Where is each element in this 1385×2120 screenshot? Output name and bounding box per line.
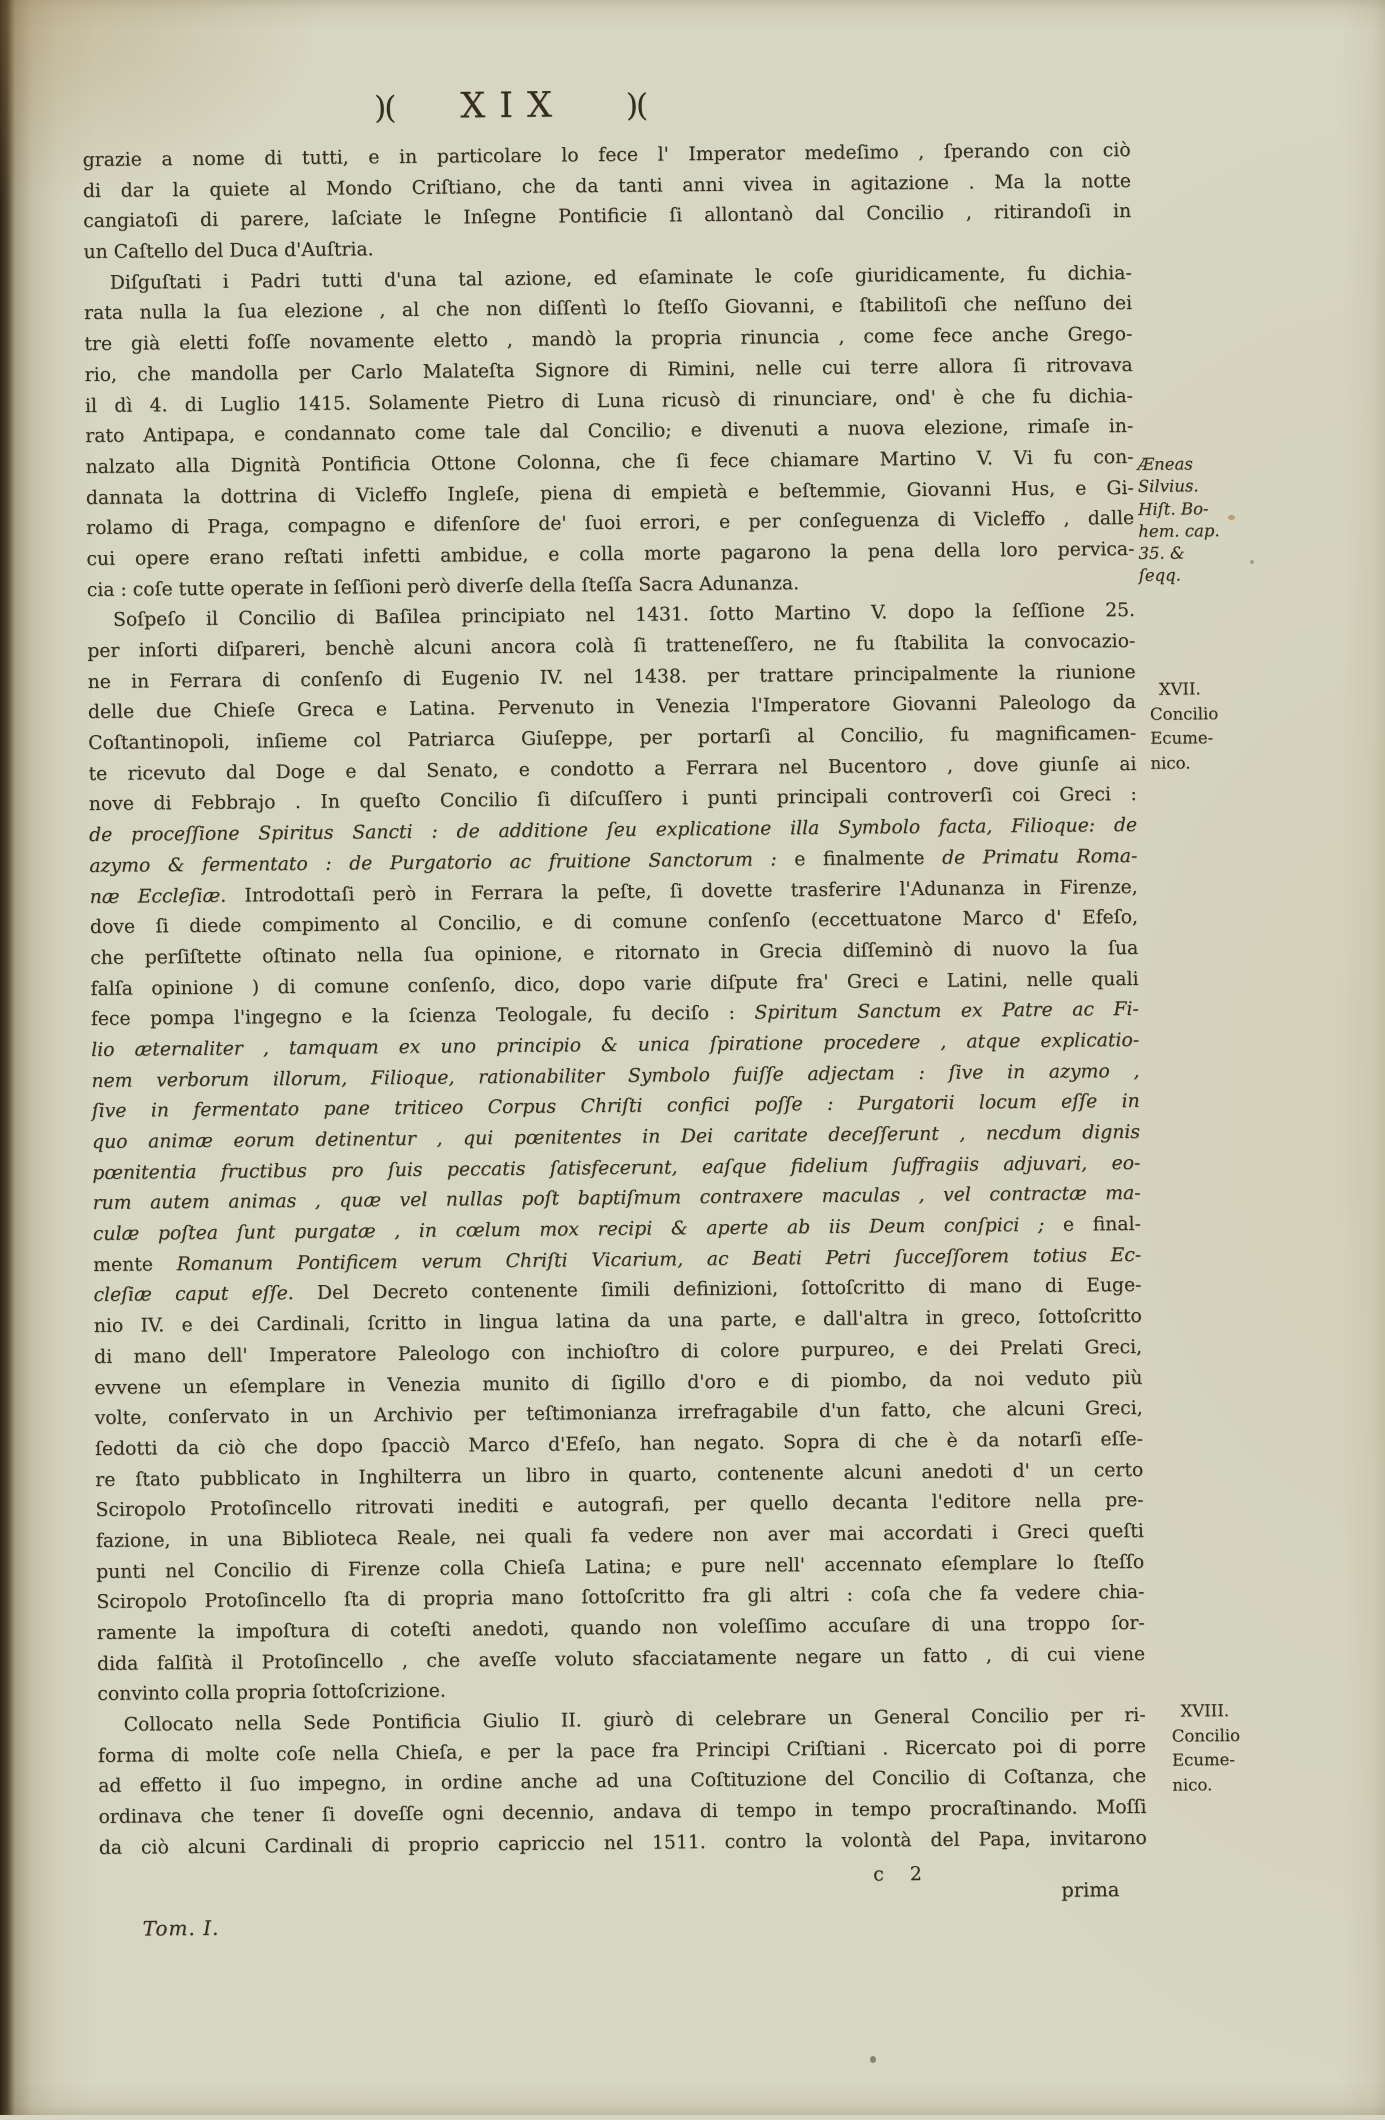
text-segment: fazione, in una Biblioteca Reale, nei quali fa vedere non aver mai accordati i Greci queſti [95, 1520, 1144, 1552]
text-segment: te ricevuto dal Doge e dal Senato, e condotto a Ferrara nel Bucentoro , dove giunſe ai [88, 753, 1137, 785]
text-segment: evvene un eſemplare in Venezia munito di ſigillo d'oro e di piombo, da noi veduto più [94, 1367, 1143, 1399]
text-segment: Soſpeſo il Concilio di Baſilea principiato nel 1431. ſotto Martino V. dopo la ſeſſione 25. [112, 600, 1136, 632]
text-segment: Diſguſtati i Padri tutti d'una tal azione, ed eſaminate le coſe giuridicamente, fu dichia- [109, 262, 1132, 294]
text-segment: Coſtantinopoli, inſieme col Patriarca Giuſeppe, per portarſi al Concilio, fu magnificamen- [88, 722, 1137, 755]
text-segment: delle due Chieſe Greca e Latina. Pervenuto in Venezia l'Imperatore Giovanni Paleologo da [87, 692, 1136, 724]
margin-note-citation [1138, 453, 1269, 588]
text-segment: cui opere erano reſtati infetti ambidue, e colla morte pagarono la pena della loro pervica- [86, 538, 1135, 570]
text-segment: forma di molte coſe nella Chieſa, e per la pace fra Principi Criſtiani . Ricercato poi di porre [97, 1735, 1147, 1767]
margin-note-line: Silvius. [1137, 476, 1199, 497]
text-segment: ad effetto il ſuo impegno, in ordine anche ad una Coſtituzione del Concilio di Coſtanza, che [98, 1766, 1147, 1798]
header-left-ornament: )( [373, 90, 395, 127]
latin-italic-segment: de proceſſione Spiritus Sancti : de additione ſeu explicatione illa Symbolo facta, Filioque: de [89, 815, 1138, 847]
text-segment: Sciropolo Protoſincello ſta di propria mano ſottoſcritto fra gli altri : coſa che fa vedere chia- [96, 1582, 1145, 1614]
margin-note-line: nico. [1172, 1774, 1213, 1795]
text-segment: nio IV. e dei Cardinali, ſcritto in lingua latina da una parte, e dall'altra in greco, ſottoſcritto [93, 1306, 1142, 1338]
text-segment: nalzato alla Dignità Pontificia Ottone Colonna, che ſi fece chiamare Martino V. Vi fu con- [85, 446, 1134, 478]
text-segment: di dar la quiete al Mondo Criſtiano, che da tanti anni vivea in agitazione . Ma la notte [82, 170, 1131, 202]
latin-italic-segment: Romanum Pontificem verum Chriſti Vicarium, ac Beati Petri ſucceſſorem totius Ec- [176, 1244, 1142, 1275]
margin-note-line: Hiſt. Bo- [1137, 498, 1209, 519]
text-segment: per inſorti diſpareri, benchè alcuni ancora colà ſi tratteneſſero, ne fu ſtabilita la convocazio- [87, 630, 1136, 662]
text-segment: dida falſità il Protoſincello , che aveſſe voluto sfacciatamente negare un fatto , di cui viene [96, 1643, 1146, 1675]
text-segment: un Caſtello del Duca d'Auſtria. [83, 239, 374, 264]
margin-note-line: XVIII. [1180, 1701, 1230, 1721]
text-segment: il dì 4. di Luglio 1415. Solamente Pietro di Luna ricusò di rinunciare, ond' è che fu dichia- [84, 385, 1134, 417]
text-segment: cia : coſe tutte operate in ſeſſioni però diverſe della ſteſſa Sacra Adunanza. [86, 572, 800, 601]
text-segment: e finalmente [776, 847, 943, 871]
latin-italic-segment: lio æternaliter , tamquam ex uno principio & unica ſpiratione procedere , atque explicatio- [91, 1029, 1140, 1061]
text-segment: dannata la dottrina di Vicleffo Ingleſe, piena di empietà e beſtemmie, Giovanni Hus, e Gi- [85, 477, 1134, 509]
text-segment: Sciropolo Protoſincello ritrovati inediti e autografi, per quello decanta l'editore nella pre- [95, 1490, 1144, 1522]
margin-note-line: Concilio [1149, 703, 1219, 724]
latin-italic-segment: nem verborum illorum, Filioque, rationabiliter Symbolo fuiſſe adjectam : ſive in azymo , [91, 1060, 1140, 1092]
margin-note-line: Concilio [1171, 1725, 1241, 1746]
text-segment: Introdottaſi però in Ferrara la peſte, ſi dovette trasferire l'Adunanza in Firenze, [226, 876, 1138, 907]
text-segment: Del Decreto contenente ſimili definizioni, ſottoſcritto di mano di Euge- [293, 1275, 1142, 1305]
text-segment: da ciò alcuni Cardinali di proprio capriccio nel 1511. contro la volontà del Papa, invitarono [98, 1827, 1147, 1859]
margin-note-line: Æneas [1137, 454, 1193, 474]
latin-italic-segment: ſive in fermentato pane triticeo Corpus Chriſti confici poſſe : Purgatorii locum eſſe in [91, 1091, 1140, 1123]
margin-note-line: 35. & [1138, 543, 1185, 564]
signature-mark: c 2 [873, 1863, 923, 1886]
latin-italic-segment: quo animæ eorum detinentur , qui pœnitentes in Dei caritate deceſſerunt , necdum dignis [91, 1121, 1141, 1153]
text-segment: Collocato nella Sede Pontificia Giulio II. giurò di celebrare un General Concilio per ri- [123, 1704, 1146, 1736]
volume-label: Tom. I. [142, 1915, 220, 1941]
header-right-ornament: )( [625, 87, 647, 124]
text-segment: ne in Ferrara di conſenſo di Eugenio IV. nel 1438. per trattare principalmente la riunione [87, 661, 1136, 693]
text-segment: ordinava che tener ſi doveſſe ogni decennio, andava di tempo in tempo procraſtinando. Moſſi [98, 1796, 1147, 1829]
latin-italic-segment: culæ poſtea ſunt purgatæ , in cœlum mox recipi & aperte ab iis Deum conſpici ; [92, 1214, 1064, 1246]
text-segment: dove ſi diede compimento al Concilio, e di comune conſenſo (eccettuatone Marco d' Efeſo, [89, 907, 1139, 939]
text-segment: rio, che mandolla per Carlo Malateſta Signore di Rimini, nelle cui terre allora ſi ritrovava [84, 354, 1133, 386]
margin-note-council-xvii [1150, 677, 1281, 776]
text-segment: grazie a nome di tutti, e in particolare lo fece l' Imperator medeſimo , ſperando con ciò [82, 139, 1131, 171]
text-segment: fece pompa l'ingegno e la ſcienza Teologale, fu deciſo : [90, 1002, 755, 1031]
body-text-column [83, 136, 1147, 1864]
text-segment: tre già eletti foſſe novamente eletto , mandò la propria rinuncia , come fece anche Grego- [84, 324, 1133, 356]
text-segment: cangiatoſi di parere, laſciate le Inſegne Pontificie ſi allontanò dal Concilio , ritirandoſi in [83, 201, 1132, 233]
latin-italic-segment: næ Eccleſiæ. [89, 885, 227, 908]
text-segment: volte, conſervato in un Archivio per teſtimonianza irrefragabile d'un fatto, che alcuni Greci, [94, 1398, 1143, 1430]
text-segment: punti nel Concilio di Firenze colla Chieſa Latina; e pure nell' accennato eſemplare lo ſteſſo [96, 1551, 1145, 1583]
latin-italic-segment: Spiritum Sanctum ex Patre ac Fi- [754, 999, 1139, 1024]
margin-note-line: Ecume- [1150, 728, 1214, 748]
text-segment: rata nulla la ſua elezione , al che non diſſentì lo ſteſſo Giovanni, e ſtabilitoſi che neſſuno dei [84, 293, 1133, 325]
text-segment: nove di Febbrajo . In queſto Concilio ſi diſcuſſero i punti principali controverſi coi Greci : [88, 784, 1137, 816]
catchword: prima [1061, 1878, 1120, 1902]
text-segment: ramente la impoſtura di coteſti anedoti, quando non voleſſimo accuſare di una troppo ſor- [96, 1612, 1145, 1644]
text-segment: convinto colla propria ſottoſcrizione. [97, 1680, 446, 1706]
latin-italic-segment: azymo & fermentato : de Purgatorio ac fruitione Sanctorum : [89, 849, 777, 877]
text-segment: di mano dell' Imperatore Paleologo con inchioſtro di colore purpureo, e dei Prelati Greci, [94, 1336, 1143, 1368]
latin-italic-segment: cleſiæ caput eſſe. [93, 1283, 294, 1307]
text-segment: e final- [1062, 1213, 1142, 1236]
latin-italic-segment: de Primatu Roma- [941, 845, 1138, 869]
latin-italic-segment: pœnitentia fructibus pro ſuis peccatis ſatisfecerunt, eaſque fidelium ſuffragiis adjuvari, eo- [92, 1152, 1141, 1184]
text-segment: falſa opinione ) di comune conſenſo, dico, dopo varie diſpute fra' Greci e Latini, nelle quali [90, 968, 1139, 1000]
text-segment: che perſiſtette oſtinato nella ſua opinione, e ritornato in Grecia diſſeminò di nuovo la ſua [90, 937, 1139, 969]
margin-note-line: hem. cap. [1138, 520, 1220, 541]
page-number-roman: XIX [460, 85, 567, 127]
margin-note-line: Ecume- [1171, 1750, 1236, 1770]
text-segment: mente [93, 1253, 177, 1276]
text-segment: rato Antipapa, e condannato come tale dal Concilio; e divenuti a nuova elezione, rimaſe in- [85, 416, 1134, 448]
text-segment: re ſtato pubblicato in Inghilterra un libro in quarto, contenente alcuni anedoti d' un certo [95, 1459, 1144, 1491]
page-number-header [374, 85, 646, 128]
margin-note-line: ſeqq. [1138, 565, 1182, 586]
text-segment: ſedotti da ciò che dopo ſpacciò Marco d'Efeſo, han negato. Sopra di che è da notarſi eſſe- [94, 1428, 1144, 1460]
latin-italic-segment: rum autem animas , quæ vel nullas poſt baptiſmum contraxere maculas , vel contractæ ma- [92, 1183, 1141, 1215]
margin-note-line: nico. [1150, 752, 1191, 773]
margin-note-line: XVII. [1158, 679, 1201, 699]
text-segment: rolamo di Praga, compagno e difenſore de' ſuoi errori, e per conſeguenza di Vicleffo , dalle [86, 508, 1135, 540]
margin-note-council-xviii [1171, 1698, 1302, 1797]
